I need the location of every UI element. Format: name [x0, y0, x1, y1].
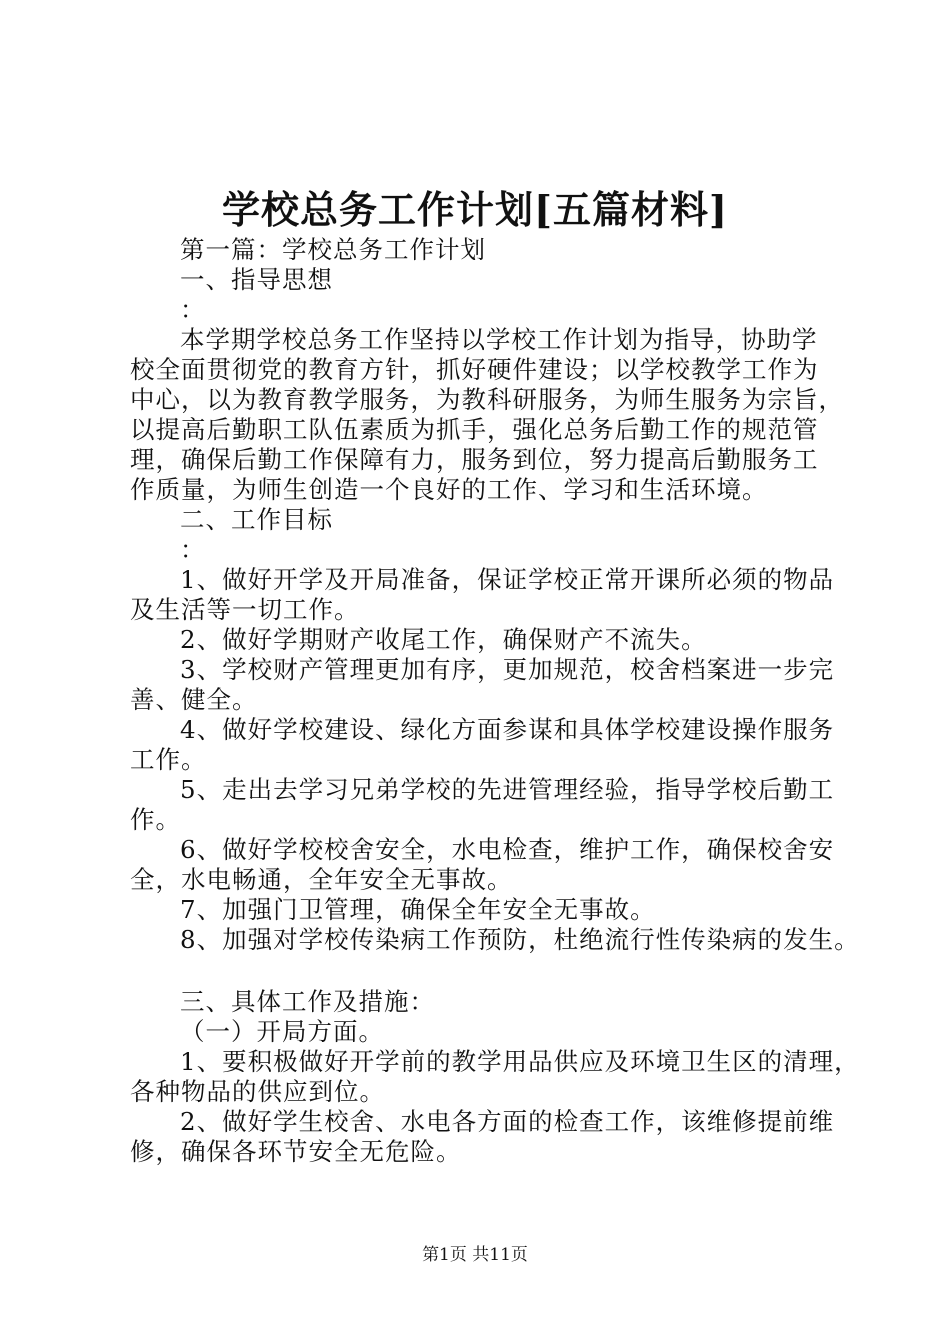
- text-line: 修，确保各环节安全无危险。: [130, 1137, 462, 1166]
- document-title: 学校总务工作计划[五篇材料]: [222, 187, 728, 232]
- text-line: 理，确保后勤工作保障有力，服务到位，努力提高后勤服务工: [130, 445, 819, 474]
- text-line: 作。: [130, 805, 181, 834]
- text-line: 善、健全。: [130, 685, 258, 714]
- text-line: 7、加强门卫管理，确保全年安全无事故。: [180, 895, 656, 924]
- text-line: 第一篇：学校总务工作计划: [180, 235, 486, 264]
- text-line: 1、做好开学及开局准备，保证学校正常开课所必须的物品: [180, 565, 835, 594]
- text-line: （一）开局方面。: [180, 1017, 384, 1046]
- text-line: 及生活等一切工作。: [130, 595, 360, 624]
- document-body: [130, 235, 860, 1167]
- blank-line: [130, 955, 840, 987]
- text-line: 各种物品的供应到位。: [130, 1077, 385, 1106]
- text-line: 工作。: [130, 745, 207, 774]
- text-line: ：: [180, 535, 206, 564]
- page-footer: 第1页 共11页: [422, 1245, 528, 1265]
- text-line: 2、做好学生校舍、水电各方面的检查工作，该维修提前维: [180, 1107, 835, 1136]
- text-line: 2、做好学期财产收尾工作，确保财产不流失。: [180, 625, 707, 654]
- text-line: 一、指导思想: [180, 265, 333, 294]
- text-line: 8、加强对学校传染病工作预防，杜绝流行性传染病的发生。: [180, 925, 860, 954]
- text-line: ：: [180, 295, 206, 324]
- text-line: 三、具体工作及措施：: [180, 987, 435, 1016]
- text-line: 以提高后勤职工队伍素质为抓手，强化总务后勤工作的规范管: [130, 415, 819, 444]
- text-line: 本学期学校总务工作坚持以学校工作计划为指导，协助学: [180, 325, 818, 354]
- text-line: 校全面贯彻党的教育方针，抓好硬件建设；以学校教学工作为: [130, 355, 819, 384]
- text-line: 6、做好学校校舍安全，水电检查，维护工作，确保校舍安: [180, 835, 835, 864]
- text-line: 5、走出去学习兄弟学校的先进管理经验，指导学校后勤工: [180, 775, 835, 804]
- text-line: 1、要积极做好开学前的教学用品供应及环境卫生区的清理，: [180, 1047, 860, 1076]
- text-line: 全，水电畅通，全年安全无事故。: [130, 865, 513, 894]
- text-line: 二、工作目标: [180, 505, 333, 534]
- text-line: 中心，以为教育教学服务，为教科研服务，为师生服务为宗旨，: [130, 385, 844, 414]
- text-line: 作质量，为师生创造一个良好的工作、学习和生活环境。: [130, 475, 768, 504]
- text-line: 3、学校财产管理更加有序，更加规范，校舍档案进一步完: [180, 655, 835, 684]
- text-line: 4、做好学校建设、绿化方面参谋和具体学校建设操作服务: [180, 715, 835, 744]
